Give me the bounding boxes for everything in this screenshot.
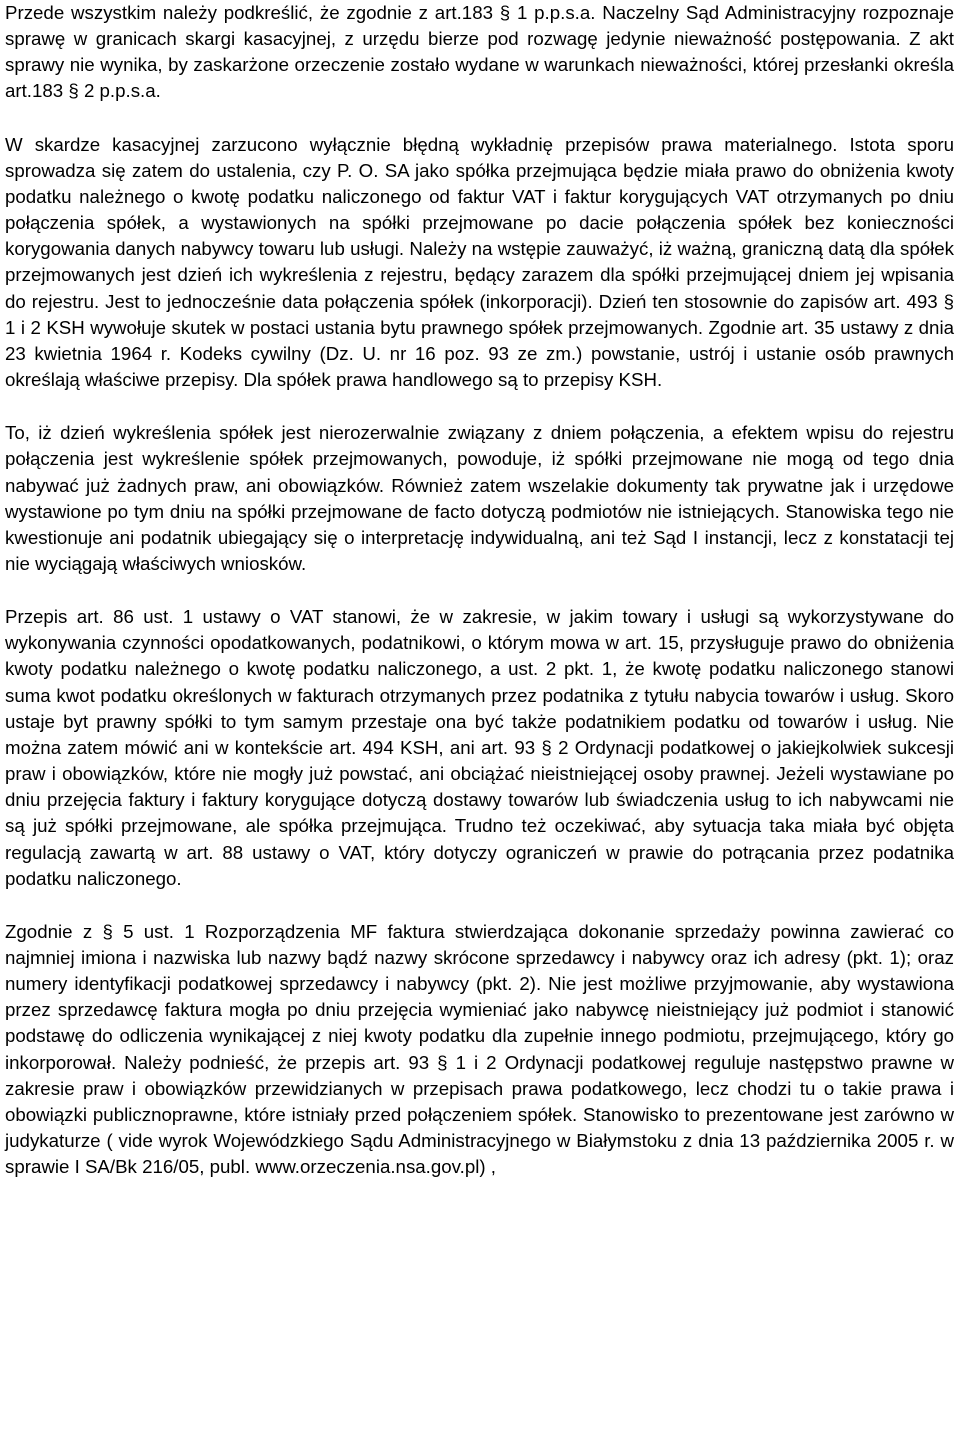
paragraph-1: Przede wszystkim należy podkreślić, że zgodnie z art.183 § 1 p.p.s.a. Naczelny Sąd Administracyjny rozpoznaje sprawę w granicach skargi kasacyjnej, z urzędu bierze pod rozwagę jedynie nieważność postępowania. Z akt sprawy nie wynika, by zaskarżone orzeczenie zostało wydane w warunkach nieważności, której przesłanki określa art.183 § 2 p.p.s.a.: [5, 2, 954, 102]
paragraph-5: Zgodnie z § 5 ust. 1 Rozporządzenia MF faktura stwierdzająca dokonanie sprzedaży powinna zawierać co najmniej imiona i nazwiska lub nazwy bądź nazwy skrócone sprzedawcy i nabywcy oraz ich adresy (pkt. 1); oraz numery identyfikacji podatkowej sprzedawcy i nabywcy (pkt. 2). Nie jest możliwe przyjmowanie, aby wystawiona przez sprzedawcę faktura mogła po dniu przejęcia wymieniać jako nabywcę nieistniejący już podmiot i stanowić podstawę do odliczenia wynikającej z niej kwoty podatku dla zupełnie innego podmiotu, przejmującego, który go inkorporował. Należy podnieść, że przepis art. 93 § 1 i 2 Ordynacji podatkowej reguluje następstwo prawne w zakresie praw i obowiązków przewidzianych w przepisach prawa podatkowego, lecz chodzi tu o takie prawa i obowiązki publicznoprawne, które istniały przed połączeniem spółek. Stanowisko to prezentowane jest zarówno w judykaturze ( vide wyrok Wojewódzkiego Sądu Administracyjnego w Białymstoku z dnia 13 października 2005 r. w sprawie I SA/Bk 216/05, publ. www.orzeczenia.nsa.gov.pl) ,: [5, 920, 954, 1178]
paragraph-3: To, iż dzień wykreślenia spółek jest nierozerwalnie związany z dniem połączenia, a efektem wpisu do rejestru połączenia jest wykreślenie spółek przejmowanych, powoduje, iż spółki przejmowane nie mogą od tego dnia nabywać już żadnych praw, ani obowiązków. Również zatem wszelakie dokumenty tak prywatne jak i urzędowe wystawione po tym dniu na spółki przejmowane de facto dotyczą podmiotów nie istniejących. Stanowiska tego nie kwestionuje ani podatnik ubiegający się o interpretację indywidualną, ani też Sąd I instancji, lecz z konstatacji tej nie wyciągają właściwych wniosków.: [5, 422, 954, 574]
paragraph-2: W skardze kasacyjnej zarzucono wyłącznie błędną wykładnię przepisów prawa materialnego. Istota sporu sprowadza się zatem do ustalenia, czy P. O. SA jako spółka przejmująca będzie miała prawo do obniżenia kwoty podatku należnego o kwotę podatku naliczonego od faktur VAT i faktur korygujących VAT otrzymanych po dniu połączenia spółek, a wystawionych na spółki przejmowane po dacie połączenia spółek bez konieczności korygowania danych nabywcy towaru lub usługi. Należy na wstępie zauważyć, iż ważną, graniczną datą dla spółek przejmowanych jest dzień ich wykreślenia z rejestru, będący zarazem dla spółki przejmującej dniem jej wpisania do rejestru. Jest to jednocześnie data połączenia spółek (inkorporacji). Dzień ten stosownie do zapisów art. 493 § 1 i 2 KSH wywołuje skutek w postaci ustania bytu prawnego spółek przejmowanych. Zgodnie art. 35 ustawy z dnia 23 kwietnia 1964 r. Kodeks cywilny (Dz. U. nr 16 poz. 93 ze zm.) powstanie, ustrój i ustanie osób prawnych określają właściwe przepisy. Dla spółek prawa handlowego są to przepisy KSH.: [5, 133, 954, 391]
paragraph-4: Przepis art. 86 ust. 1 ustawy o VAT stanowi, że w zakresie, w jakim towary i usługi są wykorzystywane do wykonywania czynności opodatkowanych, podatnikowi, o którym mowa w art. 15, przysługuje prawo do obniżenia kwoty podatku należnego o kwotę podatku naliczonego, a ust. 2 pkt. 1, że kwotę podatku naliczonego stanowi suma kwot podatku określonych w fakturach otrzymanych przez podatnika z tytułu nabycia towarów i usług. Skoro ustaje byt prawny spółki to tym samym przestaje ona być także podatnikiem podatku od towarów i usług. Nie można zatem mówić ani w kontekście art. 494 KSH, ani art. 93 § 2 Ordynacji podatkowej o jakiejkolwiek sukcesji praw i obowiązków, które nie mogły już powstać, ani obciążać nieistniejącej osoby prawnej. Jeżeli wystawiane po dniu przejęcia faktury i faktury korygujące dotyczą dostawy towarów lub świadczenia usług to ich nabywcami nie są już spółki przejmowane, ale spółka przejmująca. Trudno też oczekiwać, aby sytuacja taka miała być objęta regulacją zawartą w art. 88 ustawy o VAT, który dotyczy ograniczeń w prawie do potrącania przez podatnika podatku naliczonego.: [5, 606, 954, 889]
